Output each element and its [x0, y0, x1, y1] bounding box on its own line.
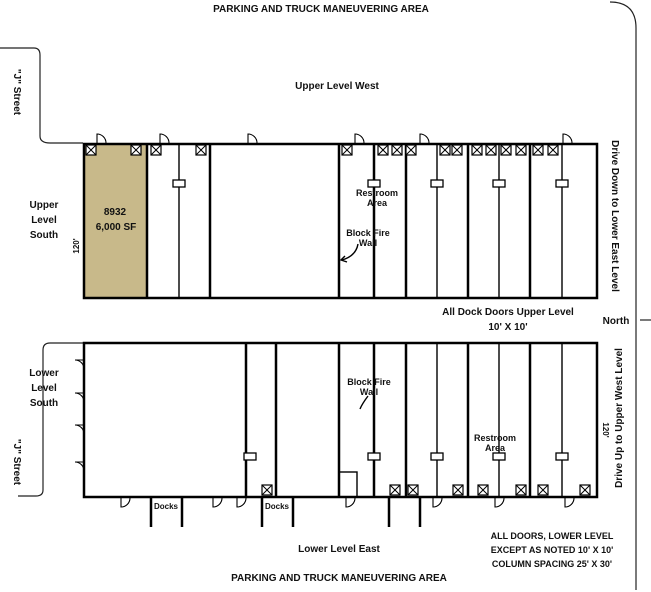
lower-dock-door-3: [408, 485, 418, 495]
lower-dock-door-2: [390, 485, 400, 495]
lower-man-door-7: [565, 498, 574, 507]
note-line1: ALL DOORS, LOWER LEVEL: [490, 531, 614, 541]
lower-dock-door-8: [580, 485, 590, 495]
upper-dock-door-13: [501, 145, 511, 155]
upper-dock-door-15: [533, 145, 543, 155]
parking-area-bottom: PARKING AND TRUCK MANEUVERING AREA: [231, 573, 447, 584]
lower-dock-door-1: [262, 485, 272, 495]
curb-line-right: [610, 2, 636, 590]
lower-side-door-3: [75, 425, 84, 434]
lower-column-5: [556, 453, 568, 460]
upper-dock-door-4: [196, 145, 206, 155]
upper-columns: [173, 180, 568, 187]
upper-dock-door-16: [548, 145, 558, 155]
fire-wall-lower-line1: Block Fire: [347, 377, 391, 387]
upper-dock-door-6: [378, 145, 388, 155]
lower-dock-doors: [262, 485, 590, 495]
upper-level-west-label: Upper Level West: [295, 81, 379, 92]
lower-dock-door-4: [453, 485, 463, 495]
upper-level-south-line3: South: [29, 230, 59, 241]
lower-dock-door-5: [478, 485, 488, 495]
dimension-120-upper: 120': [72, 238, 81, 254]
upper-column-4: [493, 180, 505, 187]
upper-man-door-3: [248, 134, 257, 143]
upper-man-door-4: [355, 134, 364, 143]
docks-label-1: Docks: [153, 502, 179, 511]
drive-down-label: Drive Down to Lower East Level: [609, 140, 620, 292]
upper-level-south-line2: Level: [31, 215, 57, 226]
restroom-lower-line2: Area: [484, 443, 506, 453]
note-line3: COLUMN SPACING 25' X 30': [491, 559, 613, 569]
lower-man-door-2: [213, 498, 222, 507]
lower-column-1: [244, 453, 256, 460]
upper-man-doors: [97, 134, 572, 143]
drive-up-label: Drive Up to Upper West Level: [614, 348, 625, 488]
note-line2: EXCEPT AS NOTED 10' X 10': [490, 545, 614, 555]
restroom-upper-line1: Restroom: [355, 188, 399, 198]
fire-wall-upper-line2: Wall: [358, 238, 378, 248]
lower-man-door-5: [433, 498, 442, 507]
upper-dock-door-9: [440, 145, 450, 155]
lower-column-2: [368, 453, 380, 460]
lower-unit-walls: [246, 343, 562, 497]
curb-line-lower: [18, 343, 83, 496]
lower-level-south-line3: South: [29, 398, 59, 409]
fire-wall-lower-line2: Wall: [359, 387, 379, 397]
parking-area-top: PARKING AND TRUCK MANEUVERING AREA: [213, 4, 429, 15]
fire-wall-upper-line1: Block Fire: [346, 228, 390, 238]
lower-column-4: [493, 453, 505, 460]
lower-side-door-2: [75, 393, 84, 402]
upper-dock-door-12: [486, 145, 496, 155]
lower-man-door-6: [495, 498, 504, 507]
upper-man-door-6: [563, 134, 572, 143]
upper-building: [84, 144, 597, 298]
north-label: North: [602, 316, 630, 327]
restroom-lower-line1: Restroom: [473, 433, 517, 443]
j-street-label-bottom: "J" Street: [11, 438, 22, 486]
upper-dock-door-14: [516, 145, 526, 155]
upper-column-3: [431, 180, 443, 187]
lower-side-door-1: [75, 360, 84, 369]
upper-man-door-2: [160, 134, 169, 143]
lower-building: [84, 343, 597, 497]
lower-column-3: [431, 453, 443, 460]
unit-number: 8932: [103, 207, 127, 218]
restroom-upper-line2: Area: [366, 198, 388, 208]
fire-wall-arrow-lower: [360, 396, 368, 409]
upper-man-door-5: [420, 134, 429, 143]
lower-level-south-line2: Level: [31, 383, 57, 394]
upper-column-1: [173, 180, 185, 187]
lower-dock-door-7: [538, 485, 548, 495]
upper-dock-door-3: [151, 145, 161, 155]
lower-man-door-1: [121, 498, 130, 507]
dock-doors-note-line1: All Dock Doors Upper Level: [442, 307, 574, 318]
upper-column-2: [368, 180, 380, 187]
upper-dock-door-2: [131, 145, 141, 155]
j-street-label-top: "J" Street: [11, 68, 22, 116]
upper-dock-door-11: [472, 145, 482, 155]
unit-8932-highlight[interactable]: [84, 144, 147, 298]
dimension-120-lower: 120': [601, 422, 610, 438]
upper-level-south-line1: Upper: [29, 200, 59, 211]
upper-dock-doors: [86, 145, 558, 155]
lower-man-door-4: [346, 498, 355, 507]
upper-man-door-1: [97, 134, 106, 143]
docks-label-2: Docks: [264, 502, 290, 511]
upper-dock-door-1: [86, 145, 96, 155]
upper-dock-door-7: [392, 145, 402, 155]
lower-small-room: [339, 472, 357, 497]
lower-man-door-3: [237, 498, 246, 507]
lower-dock-door-6: [516, 485, 526, 495]
upper-dock-door-10: [452, 145, 462, 155]
unit-area: 6,000 SF: [95, 222, 137, 233]
fire-wall-arrow-upper: [342, 244, 358, 260]
lower-level-south-line1: Lower: [29, 368, 59, 379]
upper-dock-door-8: [406, 145, 416, 155]
dock-doors-note-line2: 10' X 10': [488, 322, 528, 333]
upper-unit-walls: [147, 144, 562, 298]
lower-level-east-label: Lower Level East: [298, 544, 380, 555]
upper-dock-door-5: [342, 145, 352, 155]
lower-side-door-4: [75, 462, 84, 471]
upper-column-5: [556, 180, 568, 187]
